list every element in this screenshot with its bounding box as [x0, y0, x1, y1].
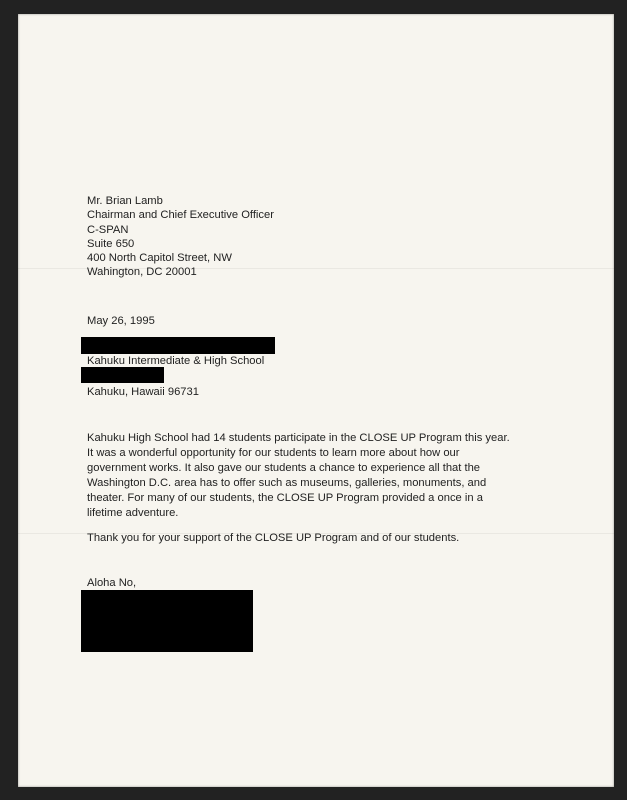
body-line: government works. It also gave our students a chance to experience all that the — [87, 461, 481, 474]
body-line: lifetime adventure. — [87, 506, 179, 519]
recipient-city: Wahington, DC 20001 — [87, 266, 197, 279]
body-line: Washington D.C. area has to offer such as museums, galleries, monuments, and — [87, 476, 487, 489]
thank-you-paragraph: Thank you for your support of the CLOSE UP Program and of our students. — [87, 532, 460, 544]
body-line: It was a wonderful opportunity for our students to learn more about how our — [87, 446, 460, 459]
recipient-name: Mr. Brian Lamb — [87, 195, 163, 207]
letter-date: May 26, 1995 — [87, 315, 155, 327]
sender-school: Kahuku Intermediate & High School — [87, 355, 265, 367]
signature-redaction — [81, 590, 253, 652]
body-line: Kahuku High School had 14 students participate in the CLOSE UP Program this year. — [87, 432, 510, 444]
redaction-bar — [81, 337, 275, 354]
recipient-organization: C-SPAN — [87, 223, 129, 236]
sender-city: Kahuku, Hawaii 96731 — [87, 386, 199, 398]
recipient-suite: Suite 650 — [87, 237, 135, 250]
closing: Aloha No, — [87, 577, 137, 589]
recipient-address — [87, 194, 274, 280]
body-paragraph — [87, 431, 510, 520]
recipient-title: Chairman and Chief Executive Officer — [87, 209, 274, 222]
redaction-bar — [81, 367, 164, 383]
body-line: theater. For many of our students, the CLOSE UP Program provided a once in a — [87, 491, 483, 504]
recipient-street: 400 North Capitol Street, NW — [87, 252, 232, 265]
letter-page — [18, 14, 614, 787]
